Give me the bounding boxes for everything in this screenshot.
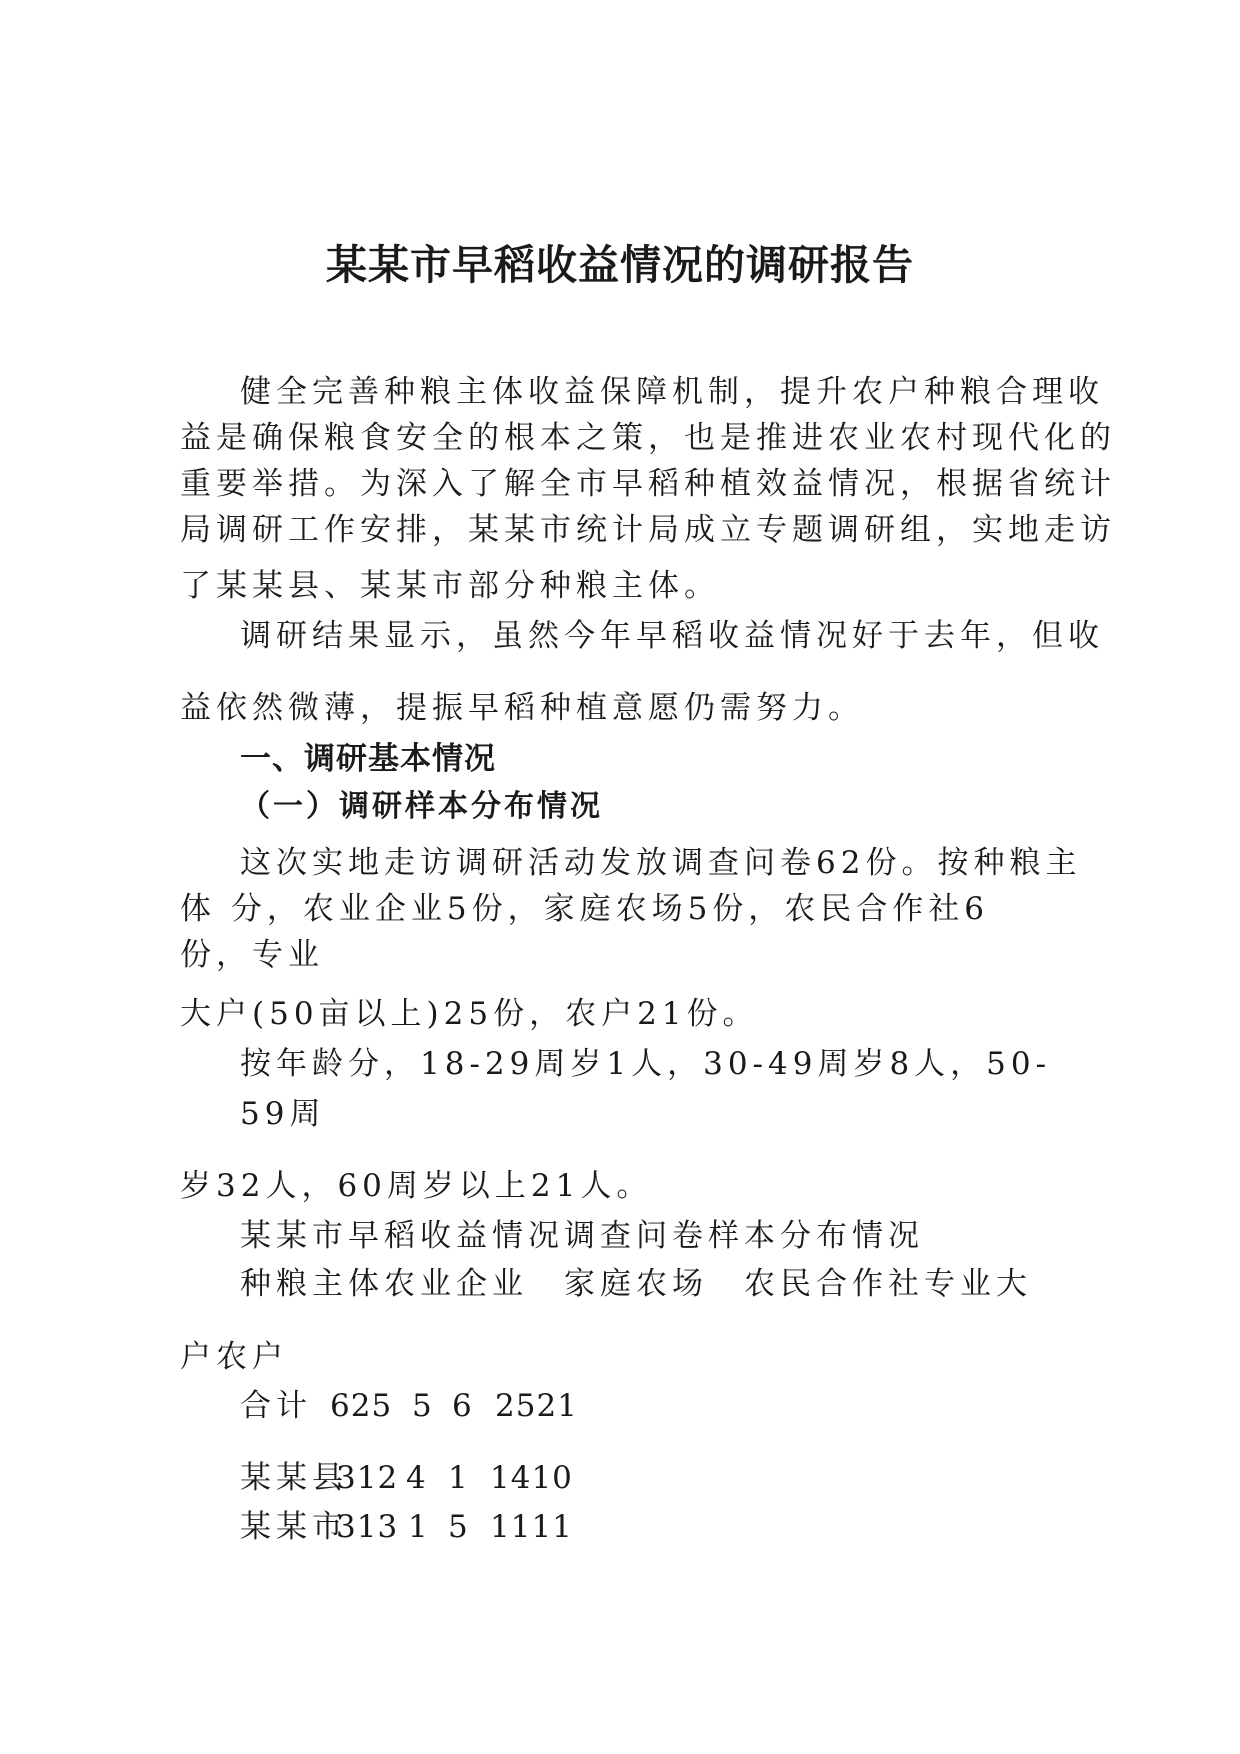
age-line: 岁32人，60周岁以上21人。 <box>180 1168 653 1204</box>
subsection-heading: （一）调研样本分布情况 <box>240 789 603 824</box>
intro-line: 重要举措。为深入了解全市早稻种植效益情况，根据省统计 <box>180 466 1116 502</box>
row-value: 1 <box>448 1460 469 1496</box>
section-heading: 一、调研基本情况 <box>240 741 496 777</box>
intro-line: 了某某县、某某市部分种粮主体。 <box>180 568 720 604</box>
table-header-line: 户农户 <box>180 1339 288 1375</box>
row-value: 1410 <box>490 1460 573 1496</box>
document-title: 某某市早稻收益情况的调研报告 <box>326 241 914 289</box>
result-line: 调研结果显示，虽然今年早稻收益情况好于去年，但收 <box>240 618 1104 654</box>
row-value: 625 <box>330 1388 393 1424</box>
row-value: 1 <box>408 1509 429 1545</box>
row-label: 某某县 <box>240 1460 348 1496</box>
age-line: 59周 <box>240 1096 326 1132</box>
sample-line: 这次实地走访调研活动发放调查问卷62份。按种粮主 <box>240 845 1082 881</box>
intro-line: 局调研工作安排，某某市统计局成立专题调研组，实地走访 <box>180 512 1116 548</box>
row-value: 312 <box>336 1460 399 1496</box>
row-value: 5 <box>448 1509 469 1545</box>
row-label: 合计 <box>240 1388 312 1424</box>
age-line: 按年龄分，18-29周岁1人，30-49周岁8人，50- <box>240 1046 1052 1082</box>
result-line: 益依然微薄，提振早稻种植意愿仍需努力。 <box>180 690 864 726</box>
row-value: 1111 <box>490 1509 573 1545</box>
sample-line: 份，专业 <box>180 937 324 973</box>
row-value: 313 <box>336 1509 399 1545</box>
row-value: 2521 <box>495 1388 578 1424</box>
sample-line: 体 分，农业企业5份，家庭农场5份，农民合作社6 <box>180 891 990 927</box>
table-caption: 某某市早稻收益情况调查问卷样本分布情况 <box>240 1218 924 1254</box>
table-header-line: 种粮主体农业企业 家庭农场 农民合作社专业大 <box>240 1266 1032 1302</box>
intro-line: 健全完善种粮主体收益保障机制，提升农户种粮合理收 <box>240 374 1104 410</box>
row-value: 6 <box>452 1388 473 1424</box>
intro-line: 益是确保粮食安全的根本之策，也是推进农业农村现代化的 <box>180 420 1116 456</box>
row-label: 某某市 <box>240 1509 348 1545</box>
sample-line: 大户(50亩以上)25份，农户21份。 <box>180 996 759 1032</box>
row-value: 4 <box>406 1460 427 1496</box>
row-value: 5 <box>412 1388 433 1424</box>
